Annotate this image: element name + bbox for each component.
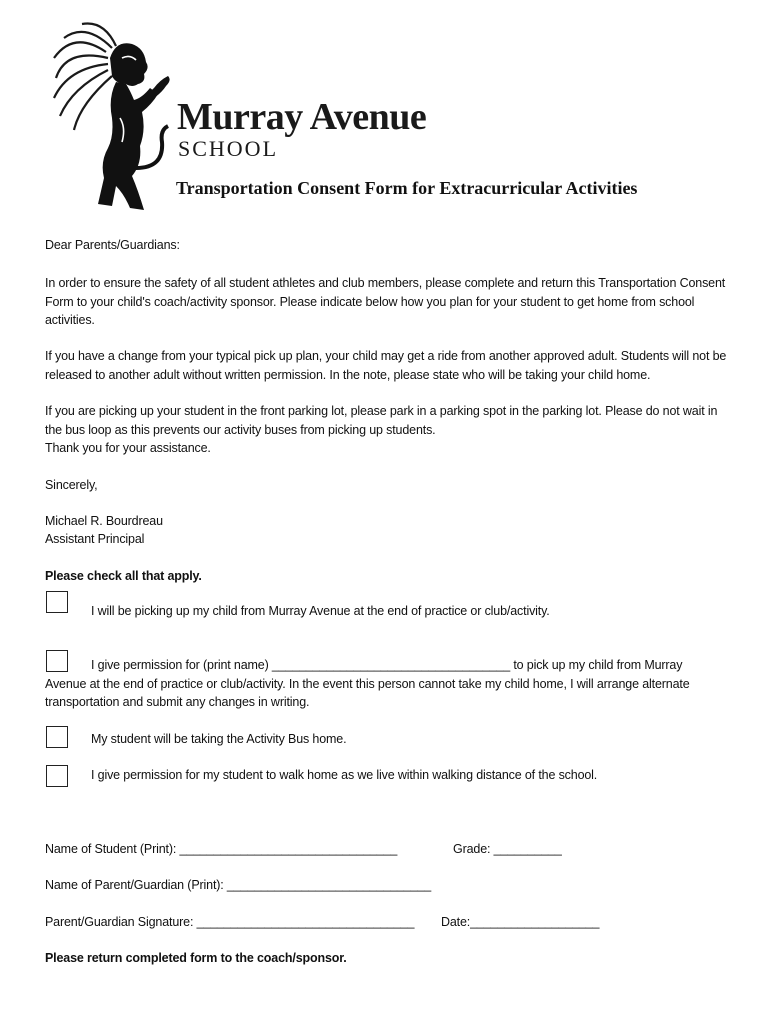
checkbox-activity-bus[interactable] <box>46 726 68 748</box>
options-heading: Please check all that apply. <box>45 569 202 583</box>
signature-field[interactable]: Parent/Guardian Signature: ________________________________ <box>45 915 415 929</box>
grade-field[interactable]: Grade: __________ <box>453 842 562 856</box>
option-permission-line-1: I give permission for (print name) ___________________________________ to pick up my child from Murray <box>91 658 683 672</box>
school-subtitle: SCHOOL <box>178 136 279 161</box>
thank-you: Thank you for your assistance. <box>45 441 211 455</box>
option-permission-line-2: Avenue at the end of practice or club/activity. In the event this person cannot take my child home, I will arrange alternate <box>45 677 690 691</box>
checkbox-walk-home[interactable] <box>46 765 68 787</box>
school-name: Murray Avenue <box>177 96 427 138</box>
lion-rampant-icon <box>46 18 176 218</box>
date-field[interactable]: Date:___________________ <box>441 915 600 929</box>
paragraph-3: If you are picking up your student in the front parking lot, please park in a parking spot in the parking lot. Please do not wait in the bus loop as this prevents our activity buses from picking up students. <box>45 404 718 437</box>
form-title: Transportation Consent Form for Extracurricular Activities <box>176 178 638 198</box>
paragraph-2: If you have a change from your typical pick up plan, your child may get a ride from another approved adult. Students will not be released to another adult without written permission. In the note, please state who will be taking your child home. <box>45 349 727 382</box>
option-permission-line-3: transportation and submit any changes in writing. <box>45 695 310 709</box>
checkbox-pickup[interactable] <box>46 591 68 613</box>
greeting: Dear Parents/Guardians: <box>45 238 180 252</box>
return-note: Please return completed form to the coach/sponsor. <box>45 951 347 965</box>
option-walk-home-label: I give permission for my student to walk home as we live within walking distance of the school. <box>91 768 598 782</box>
signer-name: Michael R. Bourdreau <box>45 514 163 528</box>
checkbox-permission-other-adult[interactable] <box>46 650 68 672</box>
student-name-field[interactable]: Name of Student (Print): ________________________________ <box>45 842 398 856</box>
closing: Sincerely, <box>45 478 98 492</box>
option-activity-bus-label: My student will be taking the Activity Bus home. <box>91 732 347 746</box>
option-pickup-label: I will be picking up my child from Murray Avenue at the end of practice or club/activity. <box>91 604 550 618</box>
paragraph-1: In order to ensure the safety of all student athletes and club members, please complete and return this Transportation Consent Form to your child's coach/activity sponsor. Please indicate below how you plan for your student to get home from school activities. <box>45 276 726 327</box>
signer-title: Assistant Principal <box>45 532 145 546</box>
parent-name-field[interactable]: Name of Parent/Guardian (Print): ______________________________ <box>45 878 431 892</box>
